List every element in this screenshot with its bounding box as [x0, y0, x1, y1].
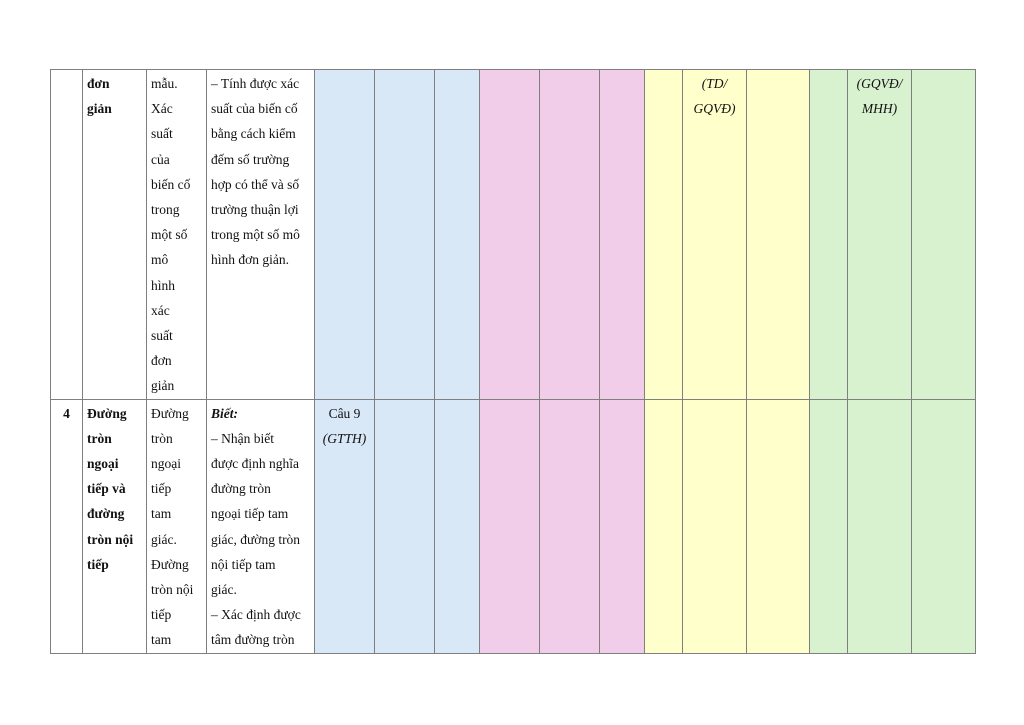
question-cell	[645, 399, 683, 653]
question-cell: (TD/ GQVĐ)	[683, 70, 747, 400]
question-cell	[435, 399, 480, 653]
question-cell	[912, 399, 976, 653]
question-cell	[375, 70, 435, 400]
description-cell: Biết: – Nhận biết được định nghĩa đường tròn ngoại tiếp tam giác, đường tròn nội tiếp tam giác. – Xác định được tâm đường tròn	[207, 399, 315, 653]
question-cell	[848, 399, 912, 653]
question-cell	[540, 70, 600, 400]
question-cell	[480, 70, 540, 400]
question-cell	[435, 70, 480, 400]
question-cell	[645, 70, 683, 400]
topic-cell: đơn giản	[83, 70, 147, 400]
cognitive-level-label: Biết:	[211, 405, 238, 421]
question-cell	[912, 70, 976, 400]
question-cell	[375, 399, 435, 653]
description-cell: – Tính được xác suất của biến cố bằng cách kiểm đếm số trường hợp có thể và số trường thuận lợi trong một số mô hình đơn giản.	[207, 70, 315, 400]
question-cell	[540, 399, 600, 653]
question-cell	[600, 70, 645, 400]
unit-cell: Đường tròn ngoại tiếp tam giác. Đường tròn nội tiếp tam	[147, 399, 207, 653]
row-number	[51, 70, 83, 400]
question-cell	[747, 70, 810, 400]
unit-cell: mẫu. Xác suất của biến cố trong một số mô hình xác suất đơn giản	[147, 70, 207, 400]
question-cell	[600, 399, 645, 653]
question-cell	[480, 399, 540, 653]
row-number: 4	[51, 399, 83, 653]
table-row	[51, 70, 976, 400]
question-cell	[747, 399, 810, 653]
question-cell: (GQVĐ/ MHH)	[848, 70, 912, 400]
question-cell	[315, 70, 375, 400]
assessment-matrix-table	[50, 69, 976, 654]
topic-cell: Đường tròn ngoại tiếp và đường tròn nội tiếp	[83, 399, 147, 653]
question-cell	[810, 399, 848, 653]
question-cell	[683, 399, 747, 653]
table-row	[51, 399, 976, 653]
question-cell	[810, 70, 848, 400]
question-cell: Câu 9 (GTTH)	[315, 399, 375, 653]
